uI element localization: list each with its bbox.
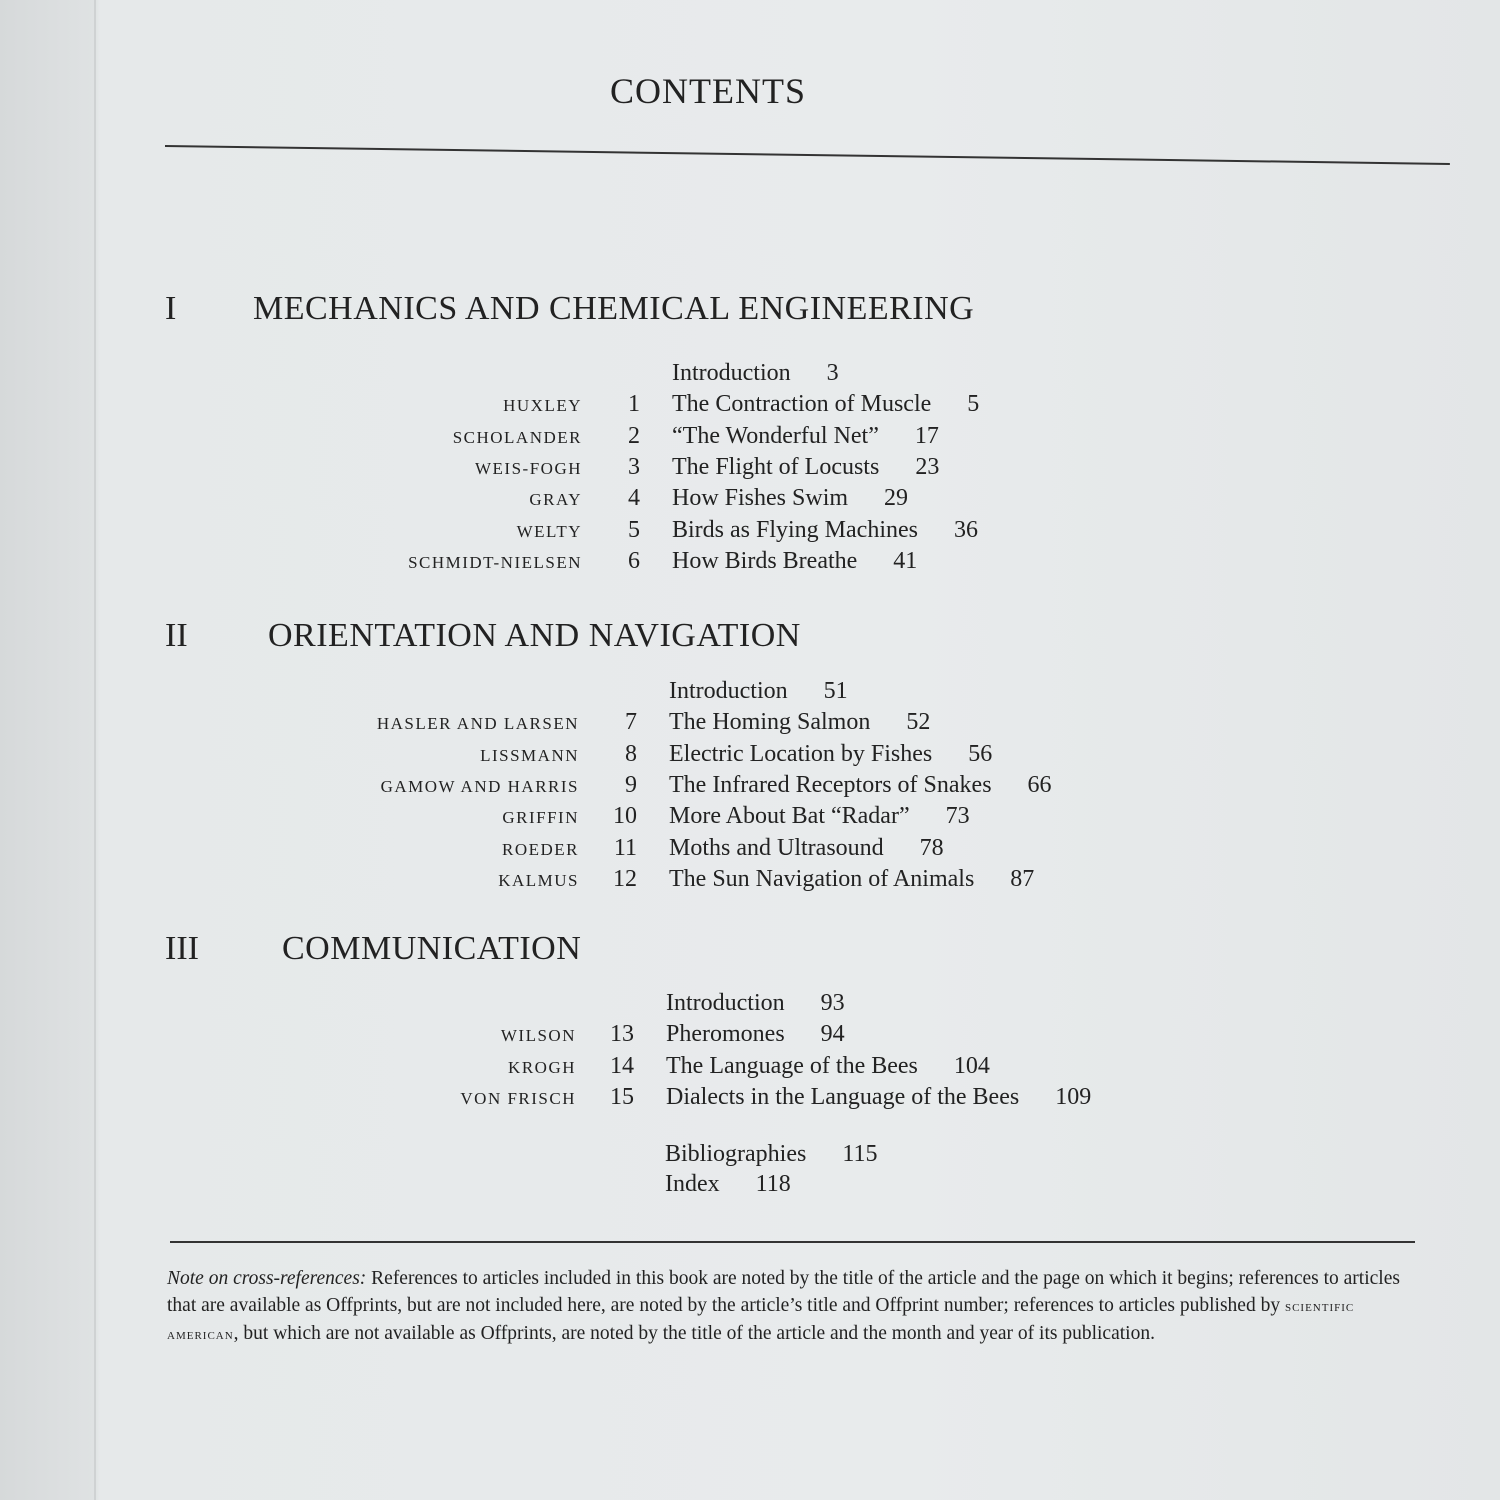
- toc-entry: [0, 548, 1400, 578]
- entry-page: 17: [914, 422, 939, 449]
- toc-entry: [0, 990, 1394, 1020]
- entry-author: WEIS-FOGH: [475, 458, 582, 478]
- entry-page: 56: [968, 740, 993, 767]
- entry-page: 52: [906, 709, 931, 736]
- entry-page: 36: [954, 516, 978, 543]
- entry-number: 8: [625, 740, 637, 767]
- entry-author: ROEDER: [502, 839, 579, 859]
- entry-author: VON FRISCH: [460, 1088, 576, 1108]
- note-label: Note on cross-references:: [167, 1268, 367, 1289]
- entry-author: GRIFFIN: [502, 808, 579, 828]
- entry-page: 5: [967, 391, 980, 418]
- entry-title: Pheromones: [666, 1021, 785, 1048]
- toc-entry: [0, 423, 1400, 453]
- back-matter-entry: [0, 1171, 1393, 1201]
- toc-entry: [0, 709, 1397, 739]
- toc-entry: [0, 1084, 1394, 1114]
- entry-title: Index: [665, 1171, 720, 1197]
- toc-entry: [0, 866, 1397, 896]
- toc-entry: [0, 517, 1400, 547]
- entry-number: 2: [628, 422, 640, 449]
- entry-title: The Language of the Bees: [666, 1052, 918, 1079]
- toc-entry: [0, 454, 1400, 484]
- entry-number: 7: [625, 709, 637, 736]
- entry-title: Bibliographies: [665, 1141, 807, 1167]
- entry-number: 13: [610, 1021, 634, 1048]
- toc-entry: [0, 741, 1397, 771]
- entry-title: “The Wonderful Net”: [672, 422, 879, 449]
- entry-page: 109: [1055, 1083, 1092, 1110]
- entry-number: 12: [613, 865, 637, 892]
- section-title: COMMUNICATION: [282, 930, 582, 967]
- entry-author: WILSON: [500, 1026, 576, 1046]
- entry-number: 4: [628, 485, 640, 512]
- entry-number: 3: [628, 453, 640, 480]
- note-text: , but which are not available as Offprints, are noted by the title of the article and the month and year of its publication.: [233, 1323, 1155, 1344]
- divider: [165, 145, 1450, 164]
- entry-title: Dialects in the Language of the Bees: [666, 1083, 1020, 1110]
- entry-number: 15: [610, 1083, 634, 1110]
- entry-title: The Infrared Receptors of Snakes: [669, 771, 992, 798]
- entry-author: KALMUS: [498, 870, 579, 890]
- toc-entry: [0, 678, 1397, 708]
- entry-page: 73: [945, 803, 970, 830]
- toc-entry: [0, 835, 1397, 865]
- toc-entry: [0, 803, 1397, 833]
- entry-page: 23: [915, 453, 940, 480]
- entry-title: Introduction: [672, 360, 791, 386]
- entry-author: HASLER AND LARSEN: [376, 714, 579, 734]
- entry-number: 14: [610, 1052, 634, 1079]
- entry-title: The Flight of Locusts: [672, 453, 880, 480]
- entry-author: SCHMIDT-NIELSEN: [408, 552, 582, 572]
- entry-title: How Fishes Swim: [672, 485, 849, 512]
- entry-page: 118: [755, 1171, 791, 1197]
- entry-title: Introduction: [666, 990, 785, 1016]
- entry-title: The Homing Salmon: [669, 709, 871, 736]
- entry-page: 41: [893, 547, 918, 574]
- entry-title: Electric Location by Fishes: [669, 740, 933, 767]
- toc-entry: [0, 1021, 1394, 1051]
- entry-number: 11: [613, 834, 637, 861]
- note-text: References to articles included in this book are noted by the title of the article and the page on which it begins; references to articles that are available as Offprints, but are not included here, are noted by the article’s title and Offprint number; references to articles published by: [167, 1268, 1400, 1316]
- entry-author: KROGH: [508, 1057, 576, 1077]
- entry-title: More About Bat “Radar”: [669, 803, 910, 830]
- entry-page: 29: [884, 485, 909, 512]
- cross-reference-note: [167, 1265, 1422, 1348]
- entry-page: 115: [842, 1141, 878, 1167]
- entry-title: Introduction: [669, 678, 788, 704]
- entry-author: HUXLEY: [503, 396, 582, 416]
- section-title: MECHANICS AND CHEMICAL ENGINEERING: [253, 290, 975, 327]
- entry-author: GAMOW AND HARRIS: [380, 776, 579, 796]
- entry-author: LISSMANN: [480, 745, 579, 765]
- page-title: CONTENTS: [610, 71, 806, 111]
- section-title: ORIENTATION AND NAVIGATION: [268, 617, 801, 654]
- section-numeral: III: [165, 930, 199, 967]
- section-numeral: II: [165, 617, 188, 654]
- entry-title: The Sun Navigation of Animals: [669, 865, 975, 892]
- entry-author: WELTY: [516, 521, 582, 541]
- entry-page: 78: [919, 834, 944, 861]
- entry-title: How Birds Breathe: [672, 547, 858, 574]
- entry-title: Birds as Flying Machines: [672, 516, 918, 543]
- entry-number: 6: [628, 547, 640, 574]
- entry-number: 9: [625, 771, 637, 798]
- entry-page: 93: [820, 990, 845, 1016]
- toc-entry: [0, 391, 1400, 421]
- divider: [170, 1241, 1415, 1243]
- entry-author: GRAY: [529, 490, 582, 510]
- brand-name: scientific american: [167, 1298, 1355, 1343]
- toc-entry: [0, 360, 1400, 390]
- back-matter-entry: [0, 1141, 1393, 1171]
- entry-number: 5: [628, 516, 640, 543]
- entry-page: 51: [823, 678, 848, 704]
- entry-page: 94: [820, 1021, 845, 1048]
- entry-title: Moths and Ultrasound: [669, 834, 884, 861]
- section-numeral: I: [165, 290, 177, 327]
- entry-page: 87: [1010, 865, 1035, 892]
- entry-title: The Contraction of Muscle: [672, 391, 932, 418]
- entry-page: 3: [826, 360, 839, 386]
- toc-entry: [0, 485, 1400, 515]
- toc-entry: [0, 1053, 1394, 1083]
- entry-page: 104: [953, 1052, 990, 1079]
- entry-number: 10: [613, 803, 637, 830]
- entry-page: 66: [1027, 771, 1052, 798]
- entry-number: 1: [628, 391, 640, 418]
- entry-author: SCHOLANDER: [452, 427, 582, 447]
- toc-entry: [0, 772, 1397, 802]
